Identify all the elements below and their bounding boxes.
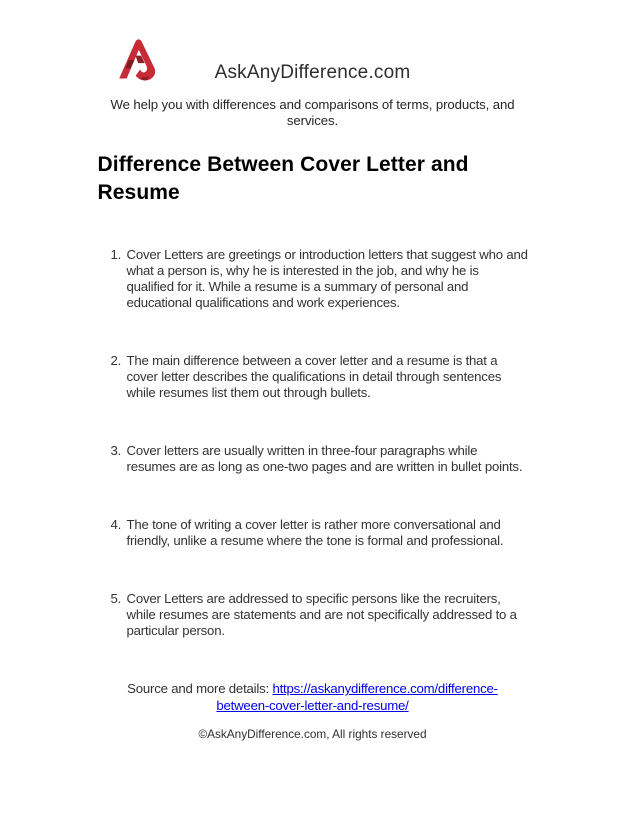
copyright-text: ©AskAnyDifference.com, All rights reserved — [198, 727, 427, 741]
differences-list — [97, 247, 529, 639]
source-line — [98, 681, 528, 714]
site-tagline: We help you with differences and comparisons of terms, products, and services. — [110, 97, 515, 128]
list-item: 4. The tone of writing a cover letter is rather more conversational and friendly, unlike a resume where the tone is formal and professional. — [125, 517, 529, 549]
site-name: AskAnyDifference.com — [214, 62, 411, 83]
list-item: 3. Cover letters are usually written in three-four paragraphs while resumes are as long as one-two pages and are written in bullet points. — [125, 443, 529, 475]
source-url-line2: between-cover-letter-and-resume/ — [216, 697, 409, 713]
list-item: 1. Cover Letters are greetings or introduction letters that suggest who and what a person is, why he is interested in the job, and why he is qualified for it. While a resume is a summary of personal and educational qualifications and work experiences. — [125, 247, 529, 311]
page-footer — [0, 681, 625, 741]
source-label: Source and more details: — [127, 681, 269, 696]
list-item: 2. The main difference between a cover letter and a resume is that a cover letter describes the qualifications in detail through sentences while resumes list them out through bullets. — [125, 353, 529, 401]
list-item: 5. Cover Letters are addressed to specific persons like the recruiters, while resumes are statements and are not specifically addressed to a particular person. — [125, 591, 529, 639]
site-logo — [116, 38, 162, 82]
askanydifference-logo-icon — [116, 38, 162, 82]
page-title: Difference Between Cover Letter and Resume — [97, 153, 469, 204]
site-header — [98, 36, 528, 129]
source-url-line1: https://askanydifference.com/difference- — [272, 681, 498, 696]
